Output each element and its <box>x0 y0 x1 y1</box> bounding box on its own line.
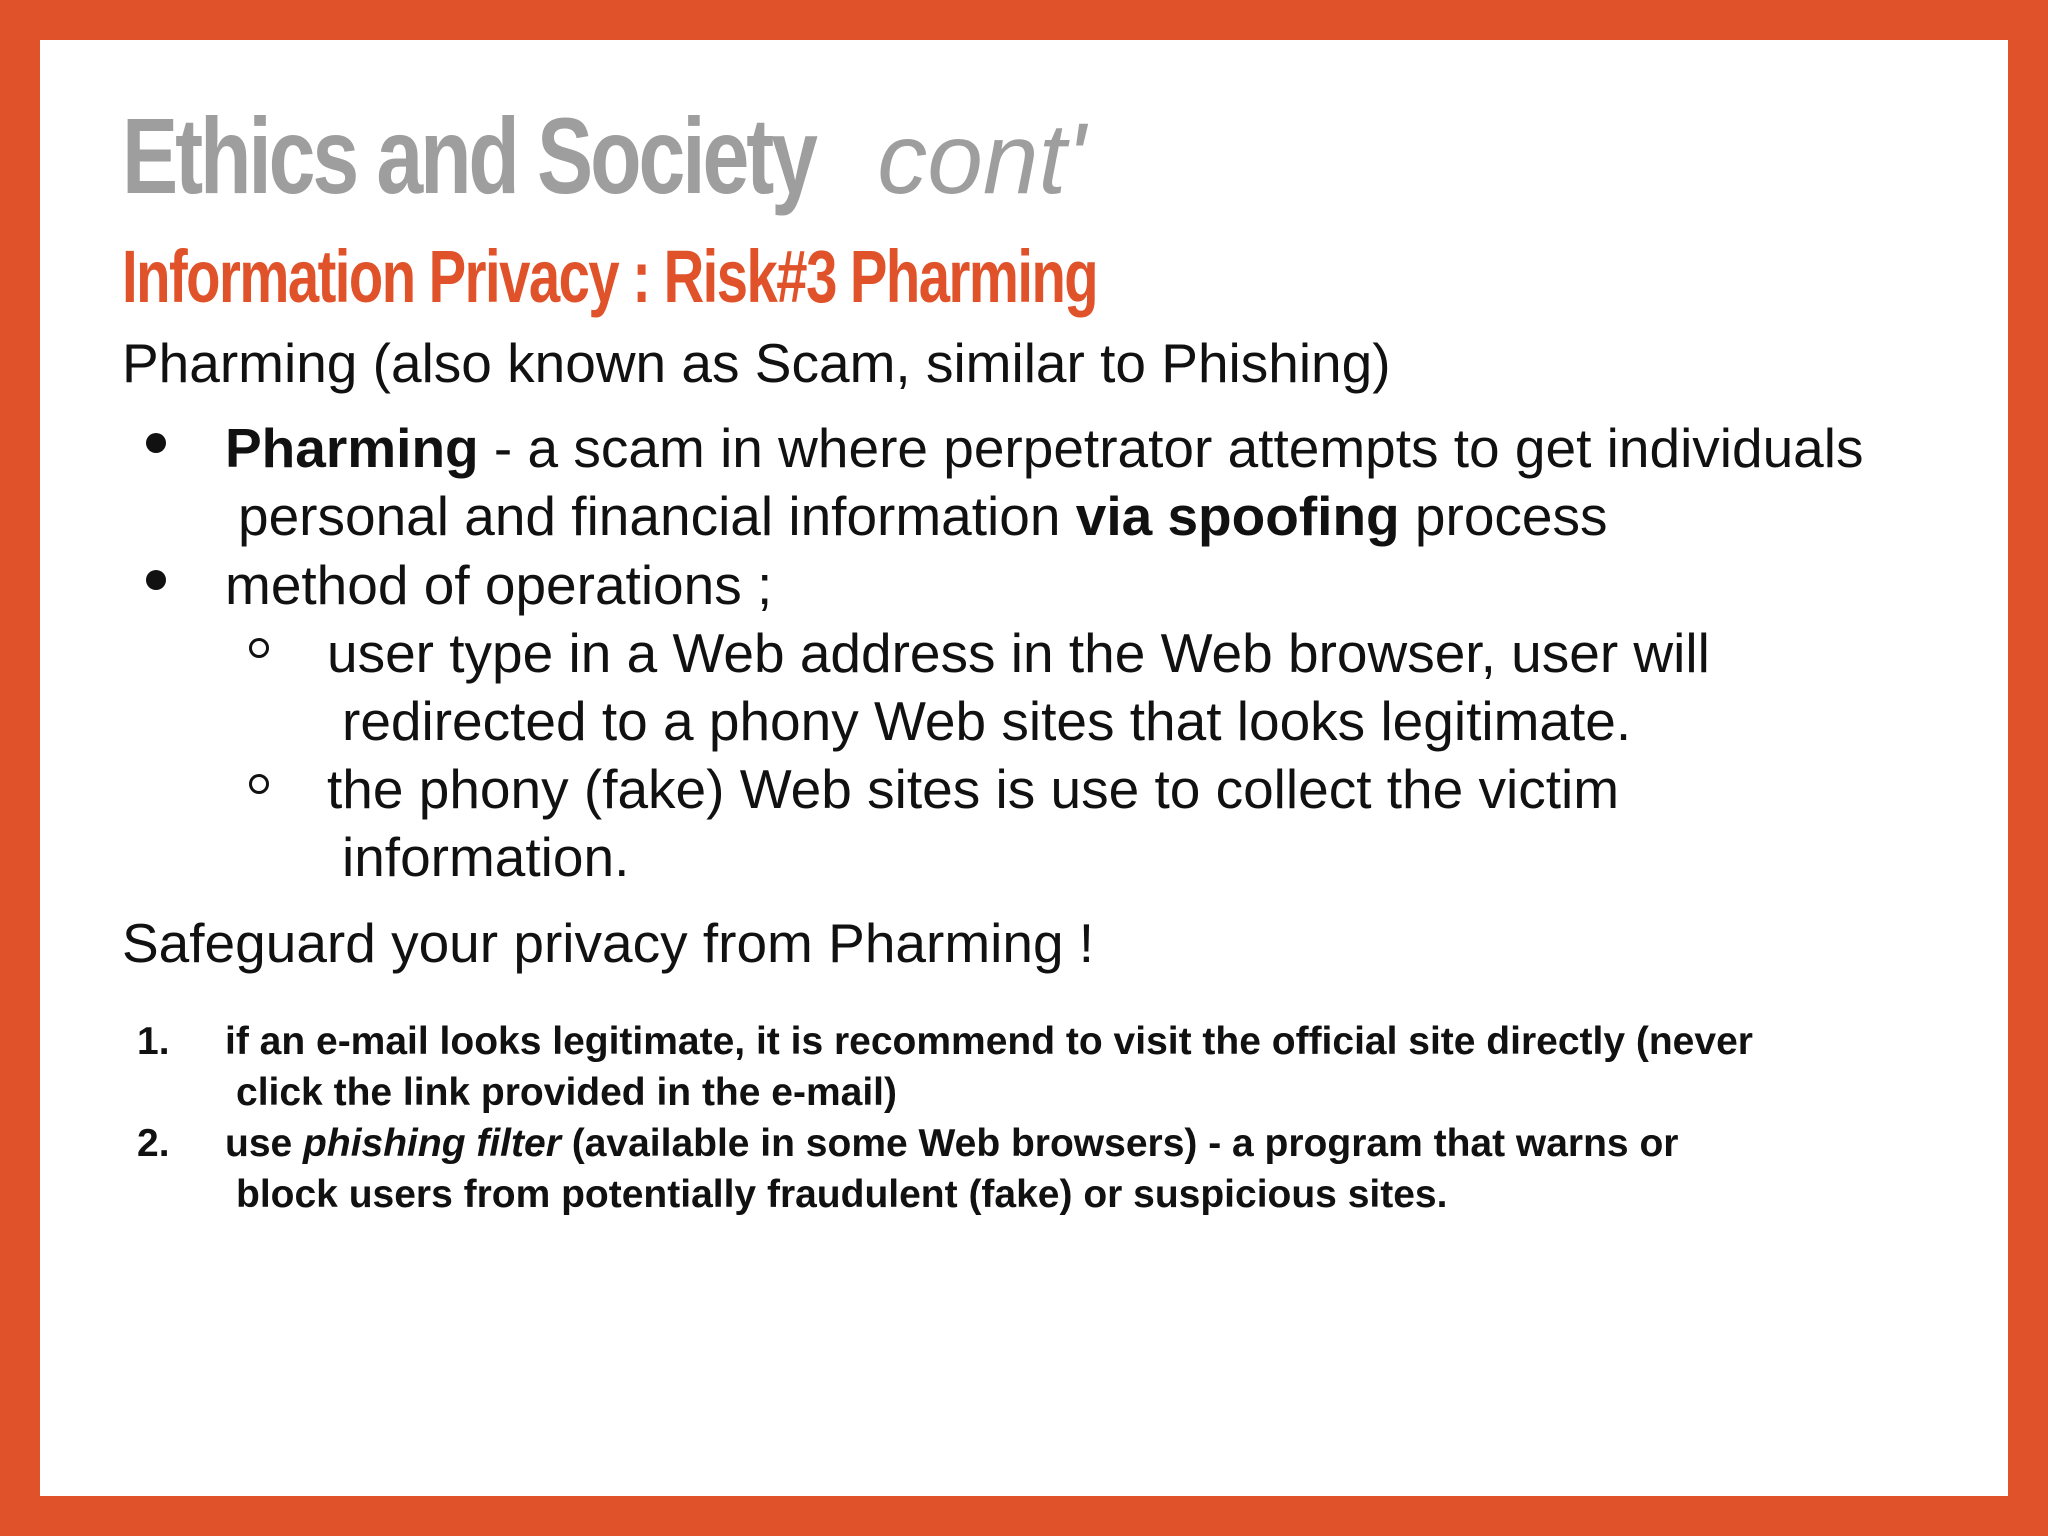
bullet-1-line2-pre: personal and financial information <box>238 485 1076 547</box>
sub-bullet-2-line-2: information. <box>342 826 630 888</box>
safeguard-heading: Safeguard your privacy from Pharming ! <box>122 912 1095 974</box>
list-item-1-line-1: if an e-mail looks legitimate, it is recommend to visit the official site directly (never <box>225 1020 1753 1063</box>
bullet-1-line2-post: process <box>1399 485 1608 547</box>
bullet-2-text: method of operations ; <box>225 554 773 616</box>
list-item-2-line-2: block users from potentially fraudulent (fake) or suspicious sites. <box>236 1173 1448 1216</box>
list-item-2-italic: phishing filter <box>303 1122 561 1165</box>
list-number-1: 1. <box>137 1020 170 1063</box>
bullet-1-line2-bold: via spoofing <box>1075 485 1400 547</box>
title-main: Ethics and Society <box>122 95 815 216</box>
list-item-2-pre: use <box>225 1122 304 1165</box>
sub-bullet-2-line-1: the phony (fake) Web sites is use to collect the victim <box>327 758 1620 820</box>
bullet-1-bold: Pharming <box>225 417 479 479</box>
intro-text: Pharming (also known as Scam, similar to Phishing) <box>122 332 1391 394</box>
bullet-dot-icon <box>146 433 166 453</box>
slide-subtitle: Information Privacy : Risk#3 Pharming <box>122 235 1098 318</box>
list-item-2-post: (available in some Web browsers) - a program that warns or <box>560 1122 1679 1165</box>
sub-bullet-1-line-1: user type in a Web address in the Web browser, user will <box>327 622 1710 684</box>
list-item-1-line-2: click the link provided in the e-mail) <box>236 1071 897 1114</box>
bullet-dot-icon <box>146 570 166 590</box>
sub-bullet-1-line-2: redirected to a phony Web sites that looks legitimate. <box>342 690 1632 752</box>
slide <box>40 40 2008 1496</box>
slide-title <box>122 95 1086 216</box>
title-suffix: cont' <box>877 103 1086 215</box>
bullet-1-text: - a scam in where perpetrator attempts to get individuals <box>478 417 1864 479</box>
bullet-circle-icon <box>249 774 269 794</box>
bullet-circle-icon <box>249 638 269 658</box>
list-number-2: 2. <box>137 1122 170 1165</box>
bullet-1-line-2 <box>238 485 1608 547</box>
bullet-1-line-1 <box>225 417 1864 479</box>
list-item-2-line-1 <box>225 1124 1678 1163</box>
